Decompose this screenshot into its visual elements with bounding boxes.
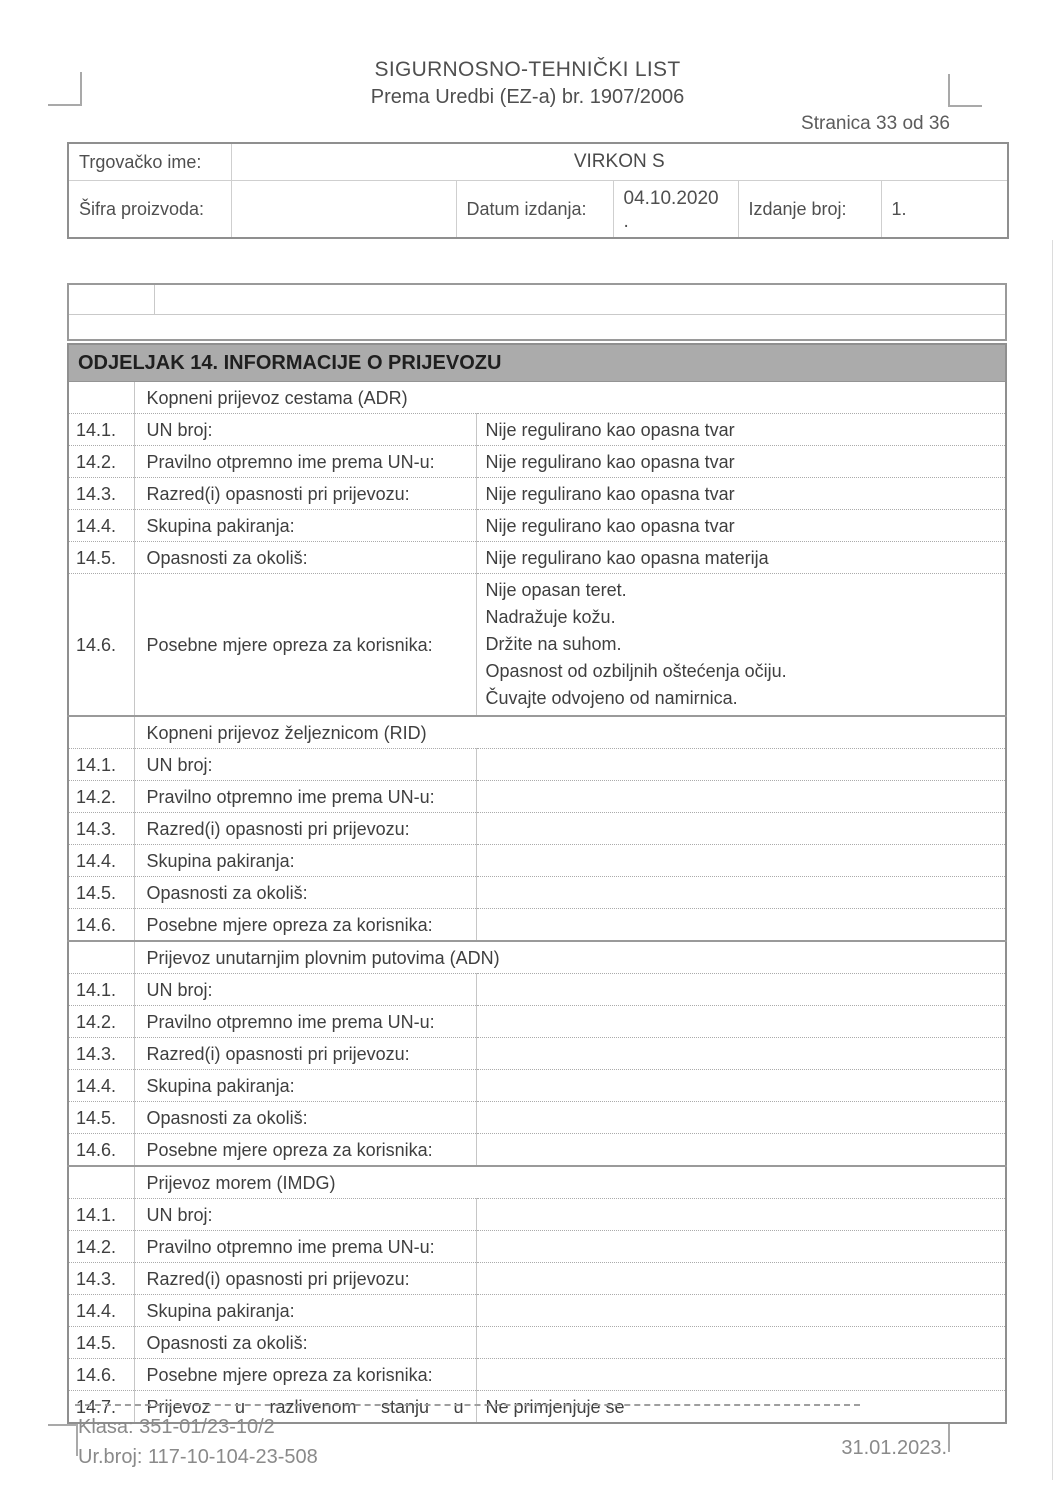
- row-number: 14.1.: [68, 749, 134, 781]
- row-label: Opasnosti za okoliš:: [134, 542, 476, 574]
- table-row: [68, 1070, 1006, 1102]
- scan-edge-line: [1052, 240, 1053, 1480]
- carryover-table: [67, 283, 1007, 341]
- row-number: 14.4.: [68, 510, 134, 542]
- row-value: [476, 1231, 1006, 1263]
- group-subtitle: Prijevoz unutarnjim plovnim putovima (ADN): [134, 941, 1006, 974]
- issue-date-text: 04.10.2020: [623, 188, 719, 209]
- row-number-cell: [68, 941, 134, 974]
- row-number-cell: [68, 382, 134, 414]
- table-row: [68, 542, 1006, 574]
- table-row: [68, 749, 1006, 781]
- trade-name-value: VIRKON S: [231, 143, 1008, 181]
- group-subtitle: Kopneni prijevoz cestama (ADR): [134, 382, 1006, 414]
- footer-date: 31.01.2023.: [841, 1437, 947, 1459]
- row-value: [476, 1006, 1006, 1038]
- row-number: 14.6.: [68, 909, 134, 942]
- corner-mark-bottom-right-icon: [948, 1422, 986, 1452]
- row-label: UN broj:: [134, 974, 476, 1006]
- row-number: 14.6.: [68, 574, 134, 717]
- row-number: 14.4.: [68, 845, 134, 877]
- row-number: 14.1.: [68, 974, 134, 1006]
- row-label: Skupina pakiranja:: [134, 845, 476, 877]
- row-number-cell: [68, 1166, 134, 1199]
- product-code-label: Šifra proizvoda:: [68, 181, 231, 239]
- carryover-cell: [68, 315, 1006, 341]
- transport-table: [67, 343, 1007, 1424]
- row-label: Razred(i) opasnosti pri prijevozu:: [134, 813, 476, 845]
- row-number: 14.3.: [68, 1263, 134, 1295]
- row-label: Razred(i) opasnosti pri prijevozu:: [134, 1038, 476, 1070]
- table-row: [68, 974, 1006, 1006]
- table-row: [68, 1327, 1006, 1359]
- group-subtitle-row: [68, 1166, 1006, 1199]
- table-row: [68, 1263, 1006, 1295]
- row-label: Posebne mjere opreza za korisnika:: [134, 909, 476, 942]
- carryover-cell: [154, 284, 1006, 315]
- table-row: [68, 510, 1006, 542]
- table-row: [68, 446, 1006, 478]
- row-label: Opasnosti za okoliš:: [134, 1327, 476, 1359]
- edition-value: 1.: [881, 181, 1008, 239]
- corner-mark-bottom-left-icon: [48, 1424, 78, 1456]
- row-number: 14.5.: [68, 877, 134, 909]
- row-number: 14.5.: [68, 542, 134, 574]
- row-value-line: Nadražuje kožu.: [485, 607, 616, 627]
- row-label: Skupina pakiranja:: [134, 1070, 476, 1102]
- row-value: [476, 781, 1006, 813]
- table-row: [68, 1199, 1006, 1231]
- row-number: 14.5.: [68, 1102, 134, 1134]
- row-value: [476, 749, 1006, 781]
- table-row: [68, 781, 1006, 813]
- row-number: 14.1.: [68, 1199, 134, 1231]
- table-row: [68, 1006, 1006, 1038]
- product-info-table: [67, 142, 1009, 239]
- row-value: [476, 1327, 1006, 1359]
- row-number: 14.6.: [68, 1359, 134, 1391]
- table-row: [68, 1038, 1006, 1070]
- table-row: [68, 574, 1006, 717]
- trade-name-label: Trgovačko ime:: [68, 143, 231, 181]
- table-row: [68, 1295, 1006, 1327]
- row-number: 14.7.: [68, 1391, 134, 1424]
- row-label: Pravilno otpremno ime prema UN-u:: [134, 1231, 476, 1263]
- row-value: [476, 877, 1006, 909]
- transport-table-body: [68, 344, 1006, 1423]
- row-value-line: Opasnost od ozbiljnih oštećenja očiju.: [485, 661, 787, 681]
- row-number: 14.1.: [68, 414, 134, 446]
- table-row: [68, 845, 1006, 877]
- row-value: [476, 1038, 1006, 1070]
- row-number: 14.4.: [68, 1295, 134, 1327]
- carryover-cell: [68, 284, 154, 315]
- group-subtitle-row: [68, 716, 1006, 749]
- row-value-line: Nije opasan teret.: [485, 580, 627, 600]
- row-value: [476, 1295, 1006, 1327]
- row-number-cell: [68, 716, 134, 749]
- table-row: [68, 1359, 1006, 1391]
- table-row: [68, 877, 1006, 909]
- row-label: UN broj:: [134, 414, 476, 446]
- table-row: [68, 1134, 1006, 1167]
- row-label: Posebne mjere opreza za korisnika:: [134, 1134, 476, 1167]
- row-value-line: Držite na suhom.: [485, 634, 622, 654]
- row-number: 14.2.: [68, 446, 134, 478]
- row-value: [476, 574, 1006, 717]
- row-value: Nije regulirano kao opasna materija: [476, 542, 1006, 574]
- section-header-row: [68, 344, 1006, 382]
- section-title: ODJELJAK 14. INFORMACIJE O PRIJEVOZU: [68, 344, 1006, 382]
- row-value: Nije regulirano kao opasna tvar: [476, 478, 1006, 510]
- row-value: [476, 1199, 1006, 1231]
- row-label: UN broj:: [134, 1199, 476, 1231]
- row-number: 14.2.: [68, 1231, 134, 1263]
- edition-label: Izdanje broj:: [738, 181, 881, 239]
- row-value: [476, 1263, 1006, 1295]
- row-number: 14.2.: [68, 781, 134, 813]
- row-value: [476, 1359, 1006, 1391]
- row-label: Opasnosti za okoliš:: [134, 1102, 476, 1134]
- document-subtitle: Prema Uredbi (EZ-a) br. 1907/2006: [370, 86, 685, 108]
- row-label: Razred(i) opasnosti pri prijevozu:: [134, 478, 476, 510]
- table-row: [68, 1231, 1006, 1263]
- footer-divider: [75, 1404, 860, 1406]
- row-number: 14.2.: [68, 1006, 134, 1038]
- row-value: Nije regulirano kao opasna tvar: [476, 510, 1006, 542]
- row-label: Pravilno otpremno ime prema UN-u:: [134, 781, 476, 813]
- row-value-line: Čuvajte odvojeno od namirnica.: [485, 688, 738, 708]
- table-row: [68, 813, 1006, 845]
- table-row: [68, 414, 1006, 446]
- row-label: Razred(i) opasnosti pri prijevozu:: [134, 1263, 476, 1295]
- row-label: Pravilno otpremno ime prema UN-u:: [134, 1006, 476, 1038]
- group-subtitle-row: [68, 382, 1006, 414]
- issue-date-value: [613, 181, 738, 239]
- row-label: Prijevoz u razlivenom stanju u: [134, 1391, 476, 1424]
- row-label: Posebne mjere opreza za korisnika:: [134, 1359, 476, 1391]
- row-number: 14.3.: [68, 478, 134, 510]
- row-number: 14.4.: [68, 1070, 134, 1102]
- row-value: [476, 909, 1006, 942]
- table-row: [68, 909, 1006, 942]
- row-number: 14.5.: [68, 1327, 134, 1359]
- table-row: [68, 478, 1006, 510]
- row-number: 14.3.: [68, 1038, 134, 1070]
- row-label: Opasnosti za okoliš:: [134, 877, 476, 909]
- row-value: [476, 813, 1006, 845]
- row-label: Skupina pakiranja:: [134, 1295, 476, 1327]
- row-label: Pravilno otpremno ime prema UN-u:: [134, 446, 476, 478]
- group-subtitle-row: [68, 941, 1006, 974]
- group-subtitle: Prijevoz morem (IMDG): [134, 1166, 1006, 1199]
- row-value: Ne primjenjuje se: [476, 1391, 1006, 1424]
- footer-urbroj: Ur.broj: 117-10-104-23-508: [78, 1446, 318, 1468]
- row-number: 14.3.: [68, 813, 134, 845]
- row-value: [476, 1134, 1006, 1167]
- row-value: [476, 1102, 1006, 1134]
- row-label: Skupina pakiranja:: [134, 510, 476, 542]
- group-subtitle: Kopneni prijevoz željeznicom (RID): [134, 716, 1006, 749]
- row-label: UN broj:: [134, 749, 476, 781]
- row-value: [476, 974, 1006, 1006]
- issue-date-dot: .: [623, 211, 629, 232]
- row-number: 14.6.: [68, 1134, 134, 1167]
- row-value: [476, 845, 1006, 877]
- document-title: SIGURNOSNO-TEHNIČKI LIST: [374, 58, 681, 81]
- row-value: Nije regulirano kao opasna tvar: [476, 414, 1006, 446]
- row-value: Nije regulirano kao opasna tvar: [476, 446, 1006, 478]
- table-row: [68, 1102, 1006, 1134]
- footer-klasa: Klasa: 351-01/23-10/2: [78, 1416, 275, 1438]
- product-code-value: [231, 181, 456, 239]
- page-number: Stranica 33 od 36: [801, 113, 950, 134]
- row-label: Posebne mjere opreza za korisnika:: [134, 574, 476, 717]
- row-value: [476, 1070, 1006, 1102]
- issue-date-label: Datum izdanja:: [456, 181, 613, 239]
